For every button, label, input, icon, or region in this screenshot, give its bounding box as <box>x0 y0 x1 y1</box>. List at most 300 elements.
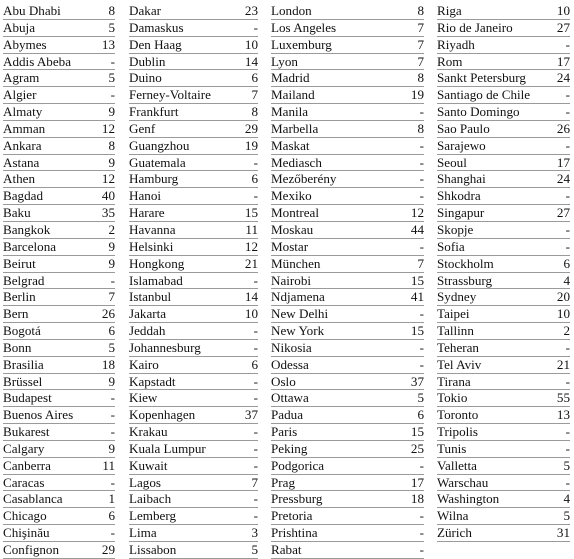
table-row <box>437 104 570 121</box>
city-count: 6 <box>108 323 115 339</box>
table-row <box>437 508 570 525</box>
city-name: Bonn <box>3 339 32 355</box>
table-row <box>271 3 424 20</box>
city-count: 21 <box>244 255 258 271</box>
city-name: Dakar <box>129 3 161 18</box>
city-name: Lima <box>129 525 157 541</box>
table-row <box>271 256 424 273</box>
city-count: 6 <box>251 171 258 187</box>
table-row <box>437 3 570 20</box>
city-count: 5 <box>563 508 570 524</box>
city-count: - <box>110 390 115 406</box>
city-count: - <box>419 356 424 372</box>
city-name: Berlin <box>3 289 36 305</box>
city-name: Santo Domingo <box>437 104 520 120</box>
table-row <box>437 273 570 290</box>
city-count: 15 <box>410 323 424 339</box>
city-count: 35 <box>101 205 115 221</box>
city-count: 9 <box>108 255 115 271</box>
table-row <box>3 205 115 222</box>
city-count: - <box>565 221 570 237</box>
city-count: 13 <box>556 407 570 423</box>
table-row <box>271 340 424 357</box>
city-name: Montreal <box>271 205 319 221</box>
table-row <box>3 171 115 188</box>
table-row <box>437 239 570 256</box>
city-count: 8 <box>417 3 424 18</box>
city-name: Kuwait <box>129 457 168 473</box>
city-name: New Delhi <box>271 306 329 322</box>
city-count: 2 <box>108 221 115 237</box>
city-count: 37 <box>410 373 424 389</box>
city-name: Riga <box>437 3 462 18</box>
row-divider <box>437 541 570 542</box>
table-row <box>437 188 570 205</box>
city-count: - <box>565 474 570 490</box>
city-count: 8 <box>417 70 424 86</box>
table-row <box>3 441 115 458</box>
table-row <box>271 289 424 306</box>
table-row <box>129 542 258 559</box>
city-count: 11 <box>245 221 258 237</box>
city-count: - <box>419 542 424 557</box>
city-name: Moskau <box>271 221 314 237</box>
table-column-2 <box>129 3 258 559</box>
city-count: 8 <box>108 3 115 18</box>
table-row <box>129 104 258 121</box>
city-name: Shkodra <box>437 188 481 204</box>
table-row <box>129 374 258 391</box>
city-name: Singapur <box>437 205 485 221</box>
city-name: Abymes <box>3 36 47 52</box>
table-row <box>271 390 424 407</box>
city-name: Ottawa <box>271 390 309 406</box>
city-name: Islamabad <box>129 272 183 288</box>
table-row <box>3 458 115 475</box>
table-row <box>3 323 115 340</box>
city-count: 41 <box>410 289 424 305</box>
city-count: 17 <box>556 154 570 170</box>
city-count: 12 <box>244 238 258 254</box>
city-count: 6 <box>251 356 258 372</box>
city-count: - <box>110 53 115 69</box>
city-count: 5 <box>417 390 424 406</box>
city-name: Bangkok <box>3 221 51 237</box>
table-row <box>129 289 258 306</box>
city-name: Dublin <box>129 53 166 69</box>
table-row <box>3 306 115 323</box>
city-count: 6 <box>108 508 115 524</box>
city-name: Confignon <box>3 542 60 557</box>
city-name: Mexiko <box>271 188 312 204</box>
city-count: 14 <box>244 53 258 69</box>
table-row <box>437 441 570 458</box>
table-row <box>271 441 424 458</box>
city-name: Strassburg <box>437 272 493 288</box>
table-row <box>437 323 570 340</box>
city-name: Shanghai <box>437 171 486 187</box>
city-count: - <box>565 440 570 456</box>
city-count: - <box>419 306 424 322</box>
city-count: 5 <box>108 339 115 355</box>
city-count: - <box>110 407 115 423</box>
city-name: Guangzhou <box>129 137 190 153</box>
table-row <box>437 171 570 188</box>
table-row <box>129 3 258 20</box>
city-name: Marbella <box>271 120 319 136</box>
city-name: Helsinki <box>129 238 174 254</box>
city-name: Santiago de Chile <box>437 87 531 103</box>
city-name: Den Haag <box>129 36 182 52</box>
city-count: 15 <box>410 272 424 288</box>
city-count: - <box>565 339 570 355</box>
city-count: 9 <box>108 154 115 170</box>
table-row <box>129 390 258 407</box>
city-count: - <box>253 491 258 507</box>
table-row <box>437 70 570 87</box>
table-row <box>129 205 258 222</box>
city-count: 10 <box>244 36 258 52</box>
city-name: Valletta <box>437 457 477 473</box>
table-row <box>437 424 570 441</box>
city-name: Tel Aviv <box>437 356 482 372</box>
table-row <box>3 256 115 273</box>
table-row <box>271 138 424 155</box>
city-count: 19 <box>410 87 424 103</box>
city-name: Lissabon <box>129 542 177 557</box>
table-row <box>271 407 424 424</box>
city-name: Krakau <box>129 424 168 440</box>
city-count: 13 <box>101 36 115 52</box>
city-count: 24 <box>556 70 570 86</box>
table-row <box>3 374 115 391</box>
city-count: 6 <box>251 70 258 86</box>
city-name: Tripolis <box>437 424 479 440</box>
table-row <box>271 222 424 239</box>
city-count: 7 <box>417 36 424 52</box>
table-row <box>437 458 570 475</box>
city-name: Tirana <box>437 373 471 389</box>
table-row <box>437 475 570 492</box>
table-row <box>3 70 115 87</box>
table-row <box>129 54 258 71</box>
city-count: 17 <box>556 53 570 69</box>
table-row <box>129 273 258 290</box>
table-row <box>437 20 570 37</box>
city-name: Jeddah <box>129 323 166 339</box>
city-count: - <box>419 525 424 541</box>
city-name: Warschau <box>437 474 489 490</box>
city-name: Maskat <box>271 137 310 153</box>
table-column-1 <box>3 3 115 559</box>
table-row <box>271 20 424 37</box>
table-row <box>129 340 258 357</box>
table-row <box>129 441 258 458</box>
city-name: Bern <box>3 306 29 322</box>
city-name: Duino <box>129 70 162 86</box>
table-row <box>3 475 115 492</box>
city-count: - <box>253 508 258 524</box>
city-name: Kopenhagen <box>129 407 196 423</box>
city-count: 5 <box>563 457 570 473</box>
city-count: - <box>253 19 258 35</box>
city-name: Manila <box>271 104 309 120</box>
city-count: 55 <box>556 390 570 406</box>
table-row <box>129 188 258 205</box>
city-count: 7 <box>417 255 424 271</box>
city-name: Ankara <box>3 137 42 153</box>
table-row <box>129 37 258 54</box>
city-name: Nikosia <box>271 339 312 355</box>
city-count: 6 <box>417 407 424 423</box>
table-row <box>129 171 258 188</box>
table-row <box>3 289 115 306</box>
city-name: Tunis <box>437 440 467 456</box>
city-count: - <box>565 373 570 389</box>
city-count: 37 <box>244 407 258 423</box>
city-count: - <box>419 238 424 254</box>
city-name: Prishtina <box>271 525 318 541</box>
city-name: Wilna <box>437 508 469 524</box>
table-row <box>3 491 115 508</box>
city-name: Sao Paulo <box>437 120 490 136</box>
table-row <box>437 222 570 239</box>
city-name: Agram <box>3 70 40 86</box>
city-name: Abu Dhabi <box>3 3 61 18</box>
city-count: 10 <box>244 306 258 322</box>
city-name: Havanna <box>129 221 176 237</box>
city-name: Bogotá <box>3 323 41 339</box>
city-count: - <box>565 238 570 254</box>
city-name: Addis Abeba <box>3 53 72 69</box>
city-name: Sarajewo <box>437 137 486 153</box>
city-name: London <box>271 3 312 18</box>
table-row <box>437 374 570 391</box>
city-name: Mediasch <box>271 154 322 170</box>
city-count: - <box>110 87 115 103</box>
city-name: Stockholm <box>437 255 494 271</box>
city-name: Amman <box>3 120 46 136</box>
city-name: Prag <box>271 474 296 490</box>
table-row <box>271 171 424 188</box>
table-row <box>271 323 424 340</box>
city-name: Abuja <box>3 19 35 35</box>
city-name: Nairobi <box>271 272 311 288</box>
table-row <box>129 87 258 104</box>
city-name: Genf <box>129 120 156 136</box>
city-count: 18 <box>101 356 115 372</box>
city-name: Lyon <box>271 53 298 69</box>
city-name: Rom <box>437 53 463 69</box>
table-row <box>129 475 258 492</box>
city-count: - <box>419 188 424 204</box>
city-count: - <box>253 188 258 204</box>
city-count: - <box>419 104 424 120</box>
city-name: Zürich <box>437 525 472 541</box>
city-count: 7 <box>251 474 258 490</box>
table-row <box>3 222 115 239</box>
table-row <box>437 155 570 172</box>
table-row <box>3 188 115 205</box>
city-name: Chicago <box>3 508 47 524</box>
city-name: Washington <box>437 491 500 507</box>
table-row <box>271 491 424 508</box>
table-row <box>129 121 258 138</box>
city-count: 5 <box>108 70 115 86</box>
city-count: 9 <box>108 440 115 456</box>
table-row <box>3 390 115 407</box>
table-row <box>437 390 570 407</box>
city-count: - <box>253 424 258 440</box>
city-count: 21 <box>556 356 570 372</box>
table-row <box>3 542 115 559</box>
city-count: - <box>419 137 424 153</box>
city-count: 17 <box>410 474 424 490</box>
city-name: Pressburg <box>271 491 323 507</box>
city-name: Jakarta <box>129 306 167 322</box>
table-row <box>3 87 115 104</box>
city-count: 4 <box>563 272 570 288</box>
city-name: Podgorica <box>271 457 325 473</box>
city-count: 18 <box>410 491 424 507</box>
city-count: 11 <box>102 457 115 473</box>
table-row <box>437 289 570 306</box>
city-count: - <box>419 154 424 170</box>
city-name: Hongkong <box>129 255 185 271</box>
city-count: - <box>253 457 258 473</box>
table-row <box>129 357 258 374</box>
city-name: Tokio <box>437 390 468 406</box>
city-name: Casablanca <box>3 491 63 507</box>
city-name: Seoul <box>437 154 467 170</box>
table-row <box>3 37 115 54</box>
table-row <box>271 458 424 475</box>
city-count: - <box>565 87 570 103</box>
city-count: - <box>565 104 570 120</box>
city-name: Lemberg <box>129 508 177 524</box>
table-row <box>3 508 115 525</box>
city-name: Madrid <box>271 70 310 86</box>
table-row <box>271 188 424 205</box>
table-row <box>271 155 424 172</box>
table-row <box>437 525 570 542</box>
table-row <box>271 70 424 87</box>
table-row <box>3 20 115 37</box>
table-row <box>129 239 258 256</box>
table-row <box>3 525 115 542</box>
table-row <box>437 256 570 273</box>
city-name: Johannesburg <box>129 339 201 355</box>
table-row <box>3 155 115 172</box>
city-name: Canberra <box>3 457 51 473</box>
city-count: 3 <box>251 525 258 541</box>
table-row <box>3 54 115 71</box>
city-count: 31 <box>556 525 570 541</box>
table-row <box>129 424 258 441</box>
table-row <box>129 20 258 37</box>
city-name: Frankfurt <box>129 104 179 120</box>
table-row <box>129 155 258 172</box>
city-name: Istanbul <box>129 289 172 305</box>
city-name: Paris <box>271 424 298 440</box>
city-count: 12 <box>101 120 115 136</box>
city-name: Rabat <box>271 542 302 557</box>
table-row <box>437 138 570 155</box>
table-row <box>3 357 115 374</box>
table-row <box>271 542 424 559</box>
table-row <box>437 37 570 54</box>
city-count: 10 <box>556 306 570 322</box>
table-row <box>129 508 258 525</box>
table-column-4 <box>437 3 570 542</box>
table-row <box>129 222 258 239</box>
city-name: Sydney <box>437 289 477 305</box>
city-count: 5 <box>251 542 258 557</box>
table-row <box>271 306 424 323</box>
table-row <box>437 491 570 508</box>
city-count: 4 <box>563 491 570 507</box>
city-name: Rio de Janeiro <box>437 19 513 35</box>
city-name: Taipei <box>437 306 470 322</box>
table-row <box>3 407 115 424</box>
city-count: 8 <box>108 137 115 153</box>
city-name: Ndjamena <box>271 289 325 305</box>
city-name: Peking <box>271 440 308 456</box>
city-name: Lagos <box>129 474 161 490</box>
city-count: - <box>419 508 424 524</box>
table-row <box>3 239 115 256</box>
city-count: 19 <box>244 137 258 153</box>
city-count: 7 <box>417 19 424 35</box>
city-name: Sofia <box>437 238 465 254</box>
city-count: 12 <box>410 205 424 221</box>
city-name: München <box>271 255 321 271</box>
table-row <box>437 205 570 222</box>
city-count: - <box>253 373 258 389</box>
city-name: Kuala Lumpur <box>129 440 206 456</box>
table-row <box>3 273 115 290</box>
city-count: 29 <box>101 542 115 557</box>
city-count: 9 <box>108 373 115 389</box>
city-count: - <box>110 474 115 490</box>
city-name: Mostar <box>271 238 309 254</box>
table-row <box>271 374 424 391</box>
city-name: New York <box>271 323 325 339</box>
city-count: - <box>253 390 258 406</box>
city-count: - <box>253 272 258 288</box>
table-row <box>437 306 570 323</box>
city-count: 27 <box>556 19 570 35</box>
city-count: 40 <box>101 188 115 204</box>
city-count: 26 <box>101 306 115 322</box>
city-name: Caracas <box>3 474 45 490</box>
city-count: 10 <box>556 3 570 18</box>
city-count: - <box>253 154 258 170</box>
city-count: 15 <box>244 205 258 221</box>
city-name: Belgrad <box>3 272 45 288</box>
city-count: 7 <box>251 87 258 103</box>
city-name: Guatemala <box>129 154 186 170</box>
table-row <box>3 138 115 155</box>
table-row <box>271 424 424 441</box>
city-name: Bukarest <box>3 424 50 440</box>
city-name: Damaskus <box>129 19 184 35</box>
city-count: - <box>565 137 570 153</box>
city-name: Brüssel <box>3 373 43 389</box>
city-name: Pretoria <box>271 508 313 524</box>
city-name: Barcelona <box>3 238 57 254</box>
city-name: Hanoi <box>129 188 161 204</box>
